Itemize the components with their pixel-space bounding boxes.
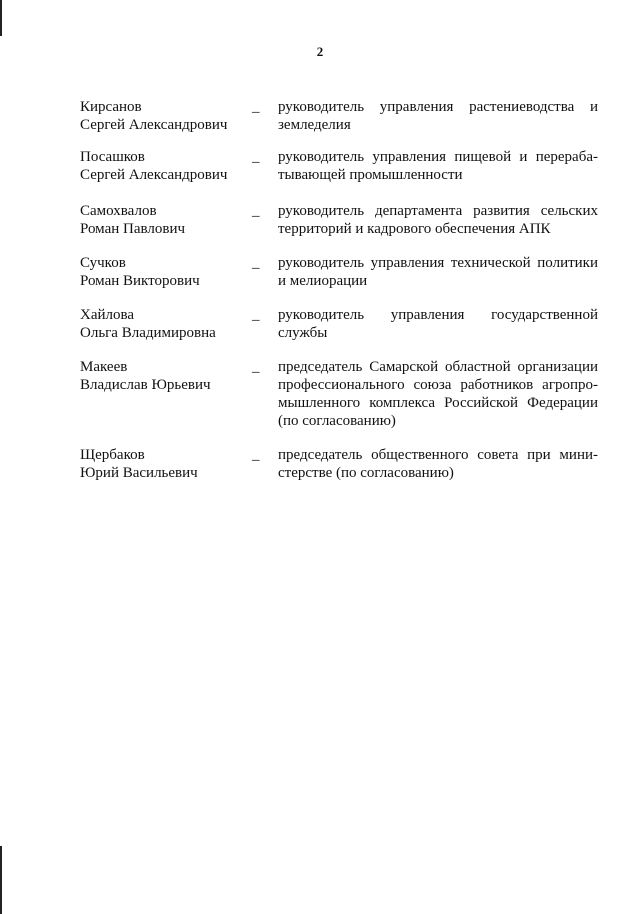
member-name <box>80 98 250 134</box>
member-role <box>278 202 598 238</box>
scan-edge-mark <box>0 846 2 914</box>
member-surname: Сучков <box>80 255 126 271</box>
member-surname: Кирсанов <box>80 99 142 115</box>
role-line: тывающей промышленности <box>278 167 463 183</box>
role-line: и мелиорации <box>278 273 368 289</box>
role-line: территорий и кадрового обеспечения АПК <box>278 221 551 237</box>
member-given-name: Владислав Юрьевич <box>80 377 211 393</box>
separator-dash: _ <box>252 447 260 463</box>
member-given-name: Сергей Александрович <box>80 117 228 133</box>
member-role <box>278 148 598 184</box>
scan-edge-mark <box>0 0 2 36</box>
member-given-name: Юрий Васильевич <box>80 465 198 481</box>
member-role <box>278 254 598 290</box>
role-line: руководитель управления технической политики <box>278 255 598 271</box>
member-surname: Самохвалов <box>80 203 157 219</box>
member-given-name: Сергей Александрович <box>80 167 228 183</box>
member-name <box>80 254 250 290</box>
role-line: руководитель управления растениеводства и <box>278 99 598 115</box>
member-role <box>278 98 598 134</box>
separator-dash: _ <box>252 149 260 165</box>
member-given-name: Ольга Владимировна <box>80 325 216 341</box>
role-line: профессионального союза работников агропро- <box>278 377 598 393</box>
role-line: мышленного комплекса Российской Федерации <box>278 395 598 411</box>
separator-dash: _ <box>252 307 260 323</box>
member-given-name: Роман Павлович <box>80 221 186 237</box>
member-surname: Щербаков <box>80 447 145 463</box>
member-name <box>80 446 250 482</box>
role-line: руководитель управления пищевой и перераба- <box>278 149 598 165</box>
separator-dash: _ <box>252 359 260 375</box>
separator-dash: _ <box>252 255 260 271</box>
member-surname: Макеев <box>80 359 128 375</box>
page-number: 2 <box>316 44 324 59</box>
member-surname: Хайлова <box>80 307 135 323</box>
member-role <box>278 306 598 342</box>
member-name <box>80 306 250 342</box>
role-line: стерстве (по согласованию) <box>278 465 454 481</box>
role-line: руководитель департамента развития сельских <box>278 203 598 219</box>
role-line: председатель общественного совета при мини- <box>278 447 598 463</box>
member-role <box>278 446 598 482</box>
member-name <box>80 148 250 184</box>
member-role <box>278 358 598 430</box>
role-line: службы <box>278 325 328 341</box>
role-line: руководитель управления государственной <box>278 307 598 323</box>
member-name <box>80 358 250 394</box>
separator-dash: _ <box>252 99 260 115</box>
role-line: земледелия <box>278 117 351 133</box>
member-given-name: Роман Викторович <box>80 273 200 289</box>
member-surname: Посашков <box>80 149 145 165</box>
member-name <box>80 202 250 238</box>
role-line: (по согласованию) <box>278 413 396 429</box>
role-line: председатель Самарской областной организации <box>278 359 598 375</box>
separator-dash: _ <box>252 203 260 219</box>
